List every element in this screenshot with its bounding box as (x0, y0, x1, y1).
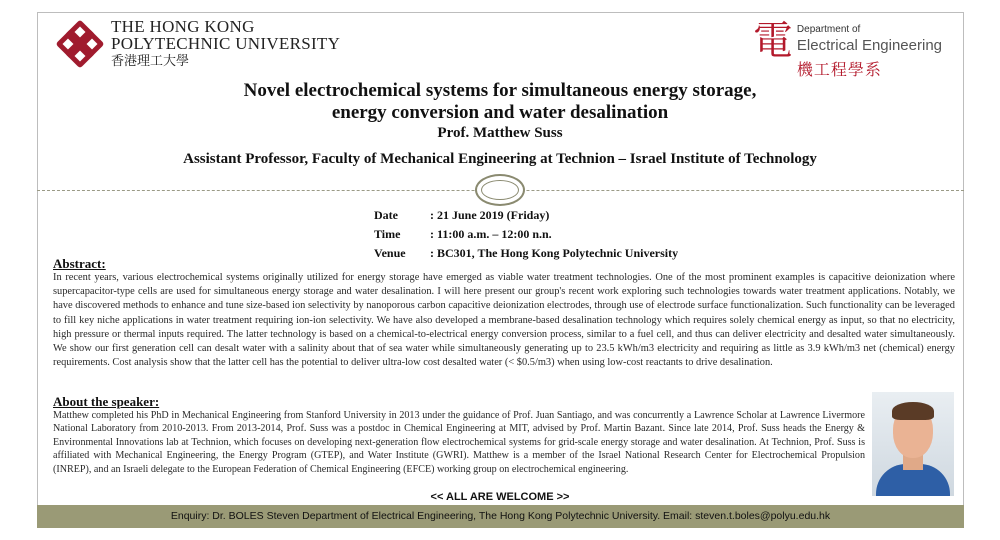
detail-row-date (374, 206, 678, 225)
speaker-position: Assistant Professor, Faculty of Mechanical Engineering at Technion – Israel Institute of Technology (183, 151, 817, 167)
talk-title (100, 80, 900, 124)
university-name-line1: THE HONG KONG (111, 17, 255, 36)
about-speaker-heading: About the speaker: (53, 394, 160, 409)
talk-title-line1: Novel electrochemical systems for simultaneous energy storage, (243, 80, 757, 101)
speaker-bio: Matthew completed his PhD in Mechanical Engineering from Stanford University in 2013 under the guidance of Prof. Juan Santiago, and was concurrently a Lawrence Scholar at Lawrence Livermore National Laboratory from 2010-2013. From 2013-2014, Prof. Suss was a postdoc in Chemical Engineering at MIT, advised by Prof. Martin Bazant. Since late 2014, Prof. Suss heads the Energy & Environmental Innovations lab at Technion, which focuses on developing next-generation flow electrochemical systems for grid-scale energy storage and water desalination. At Technion, Prof. Suss is affiliated with Mechanical Engineering, the Energy Program (GTEP), and Water Institute (GWRI). Matthew is a member of the Israel National Research Center for Electrochemical Propulsion (INREP), and an Israeli delegate to the European Federation of Chemical Engineering (EFCE) working group on electrochemical engineering. (53, 410, 865, 475)
speaker-photo (872, 392, 954, 496)
university-name-chinese: 香港理工大學 (111, 54, 190, 69)
detail-value: : 11:00 a.m. – 12:00 n.n. (430, 227, 552, 241)
department-name-chinese: 機工程學系 (796, 60, 882, 79)
detail-label: Date (374, 208, 398, 222)
detail-label: Time (374, 227, 401, 241)
university-name-line2: POLYTECHNIC UNIVERSITY (111, 34, 341, 53)
talk-title-line2: energy conversion and water desalination (331, 102, 669, 123)
abstract-text: In recent years, various electrochemical systems originally utilized for energy storage have emerged as viable water treatment technologies. One of the most prominent examples is capacitive deionization where supercapacitor-type cells are used for simultaneous energy storage and water desalination. I will here present our group's recent work exploring such technologies towards water treatment applications. Notably, we have discovered methods to enhance and tune size-based ion selectivity by nanoporous carbon capacitive deionization electrodes, through use of electrode surface functionalization. Such functionality can be leveraged to fill key niche applications in water treatment requiring ion-ion selectivity. We have also developed a membrane-based desalination technology which requires solely chemical energy as input, so that no electricity, high pressure or thermal inputs required. The latter technology is based on a chemical-to-electrical energy conversion process, similar to a fuel cell, and thus can deliver electricity and desalted water simultaneously. We show our first generation cell can desalt water with a salinity about that of sea water while simultaneously generating up to 23.5 kWh/m3 electricity and requiring as little as 3.9 kWh/m3 net (chemical) energy requirements. Cost analysis show that the latter cell has the potential to deliver ultra-low cost desalted water (< $0.5/m3) when using low-cost reactants to drive desalination. (53, 272, 955, 369)
detail-value: : 21 June 2019 (Friday) (430, 208, 550, 222)
polyu-logo (57, 18, 340, 70)
polyu-emblem-icon (57, 21, 103, 67)
abstract-heading: Abstract: (53, 256, 106, 271)
detail-label: Venue (374, 246, 406, 260)
department-emblem-char: 電 (752, 18, 793, 64)
enquiry-footer: Enquiry: Dr. BOLES Steven Department of Electrical Engineering, The Hong Kong Polytechnic University. Email: steven.t.boles@polyu.edu.hk (37, 505, 964, 528)
department-name: Electrical Engineering (796, 37, 942, 54)
detail-row-time (374, 225, 678, 244)
department-label: Department of (796, 24, 861, 35)
detail-row-venue (374, 244, 678, 263)
ornament-oval-icon (475, 174, 525, 206)
department-logo (753, 18, 942, 80)
welcome-banner: << ALL ARE WELCOME >> (430, 491, 570, 503)
detail-value: : BC301, The Hong Kong Polytechnic University (430, 246, 679, 260)
speaker-name: Prof. Matthew Suss (437, 125, 563, 141)
event-details (374, 206, 678, 263)
